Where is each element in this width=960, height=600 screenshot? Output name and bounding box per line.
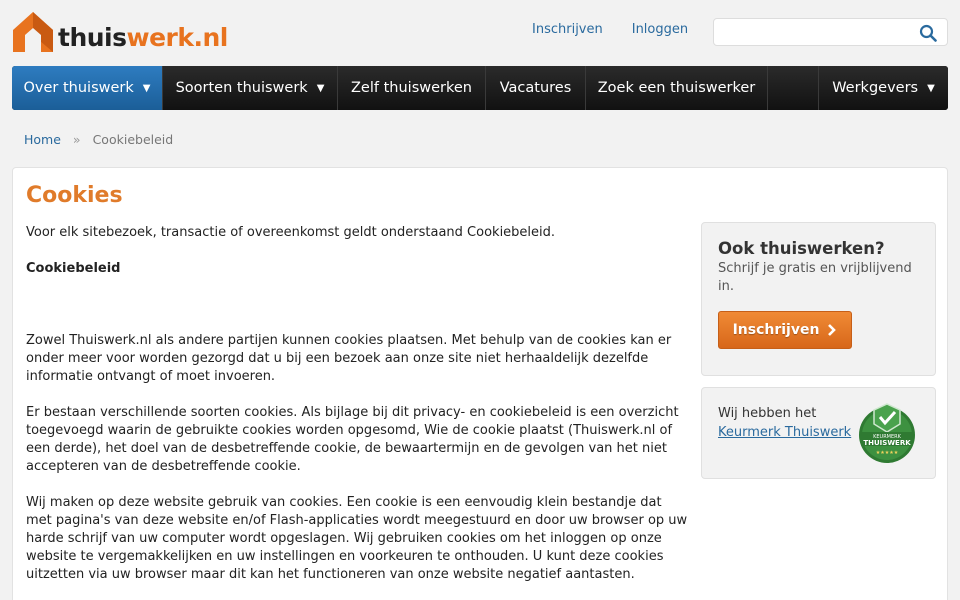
nav-item-vacatures[interactable] (486, 66, 586, 110)
logo-text-part1: thuis (58, 22, 127, 52)
keurmerk-link[interactable]: Keurmerk Thuiswerk (718, 425, 852, 440)
logo-text-part2: werk.nl (126, 22, 228, 52)
chevron-right-icon (827, 324, 837, 336)
paragraph-3: Wij maken op deze website gebruik van cookies. Een cookie is een eenvoudig klein bestandje dat met pagina's van deze website en/of Flash-applicaties wordt meegestuurd en door uw browser op uw harde schrijf van uw computer wordt opgeslagen. Wij gebruiken cookies om het inloggen op onze website te vergemakkelijken en uw instellingen en voorkeuren te onthouden. U kunt deze cookies uitzetten via uw browser maar dit kan het functioneren van onze website negatief aantasten. (26, 495, 688, 582)
signup-button[interactable] (718, 311, 852, 349)
login-link[interactable]: Inloggen (631, 22, 689, 37)
seal-line2: THUISWERK (863, 439, 911, 447)
svg-text:★★★★★: ★★★★★ (875, 450, 899, 456)
signup-cta-box (701, 222, 936, 376)
main-panel (12, 167, 948, 600)
cta-title: Ook thuiswerken? (718, 239, 885, 258)
page-title: Cookies (26, 183, 123, 208)
paragraph-2: Er bestaan verschillende soorten cookies. Als bijlage bij dit privacy- en cookiebeleid is een overzicht toegevoegd waarin de gebruikte cookies worden opgesomd, Wie de cookie plaatst (Thuiswerk.nl of een derde), het doel van de desbetreffende cookie, de bewaartermijn en de gevolgen van het niet accepteren van de desbetreffende cookie. (26, 405, 679, 474)
cta-subtitle: Schrijf je gratis en vrijblijvend in. (718, 261, 912, 294)
breadcrumb (24, 132, 173, 147)
nav-item-label: Werkgevers (832, 80, 919, 96)
nav-item-zelf-thuiswerken[interactable] (338, 66, 486, 110)
intro-paragraph: Voor elk sitebezoek, transactie of overeenkomst geldt onderstaand Cookiebeleid. (26, 225, 556, 240)
nav-item-werkgevers[interactable] (819, 66, 948, 110)
spacer (26, 296, 688, 332)
top-links (532, 22, 688, 37)
article-body (26, 224, 688, 600)
search-input[interactable] (714, 19, 914, 45)
caret-down-icon: ▼ (316, 82, 325, 94)
nav-item-label: Zoek een thuiswerker (597, 80, 756, 96)
search-icon[interactable] (919, 24, 937, 42)
caret-down-icon: ▼ (927, 82, 935, 94)
logo-text (58, 23, 228, 52)
keurmerk-box (701, 387, 936, 479)
nav-item-empty[interactable] (768, 66, 819, 110)
breadcrumb-separator: » (72, 132, 81, 147)
nav-item-label: Zelf thuiswerken (351, 80, 472, 96)
nav-item-over-thuiswerk[interactable] (12, 66, 163, 110)
nav-item-label: Over thuiswerk (23, 80, 134, 96)
breadcrumb-current: Cookiebeleid (92, 132, 174, 147)
keurmerk-intro: Wij hebben het (718, 406, 817, 421)
seal-line1: KEURMERK (873, 434, 901, 440)
nav-item-zoek-thuiswerker[interactable] (586, 66, 768, 110)
main-nav (12, 66, 948, 110)
site-logo[interactable] (12, 10, 228, 54)
search-box (713, 18, 948, 46)
nav-item-label: Soorten thuiswerk (175, 80, 308, 96)
register-link[interactable]: Inschrijven (532, 22, 603, 37)
breadcrumb-home[interactable]: Home (24, 132, 61, 147)
nav-item-soorten-thuiswerk[interactable] (163, 66, 338, 110)
signup-button-label: Inschrijven (732, 322, 820, 338)
house-logo-icon (12, 11, 54, 53)
nav-item-label: Vacatures (499, 80, 572, 96)
section-heading: Cookiebeleid (26, 261, 121, 276)
caret-down-icon: ▼ (142, 82, 151, 94)
paragraph-1: Zowel Thuiswerk.nl als andere partijen kunnen cookies plaatsen. Met behulp van de cookies kan er onder meer voor worden gezorgd dat u bij een bezoek aan onze site niet herhaaldelijk dezelfde informatie ontvangt of moet invoeren. (26, 333, 672, 384)
keurmerk-seal-icon[interactable] (854, 402, 920, 464)
